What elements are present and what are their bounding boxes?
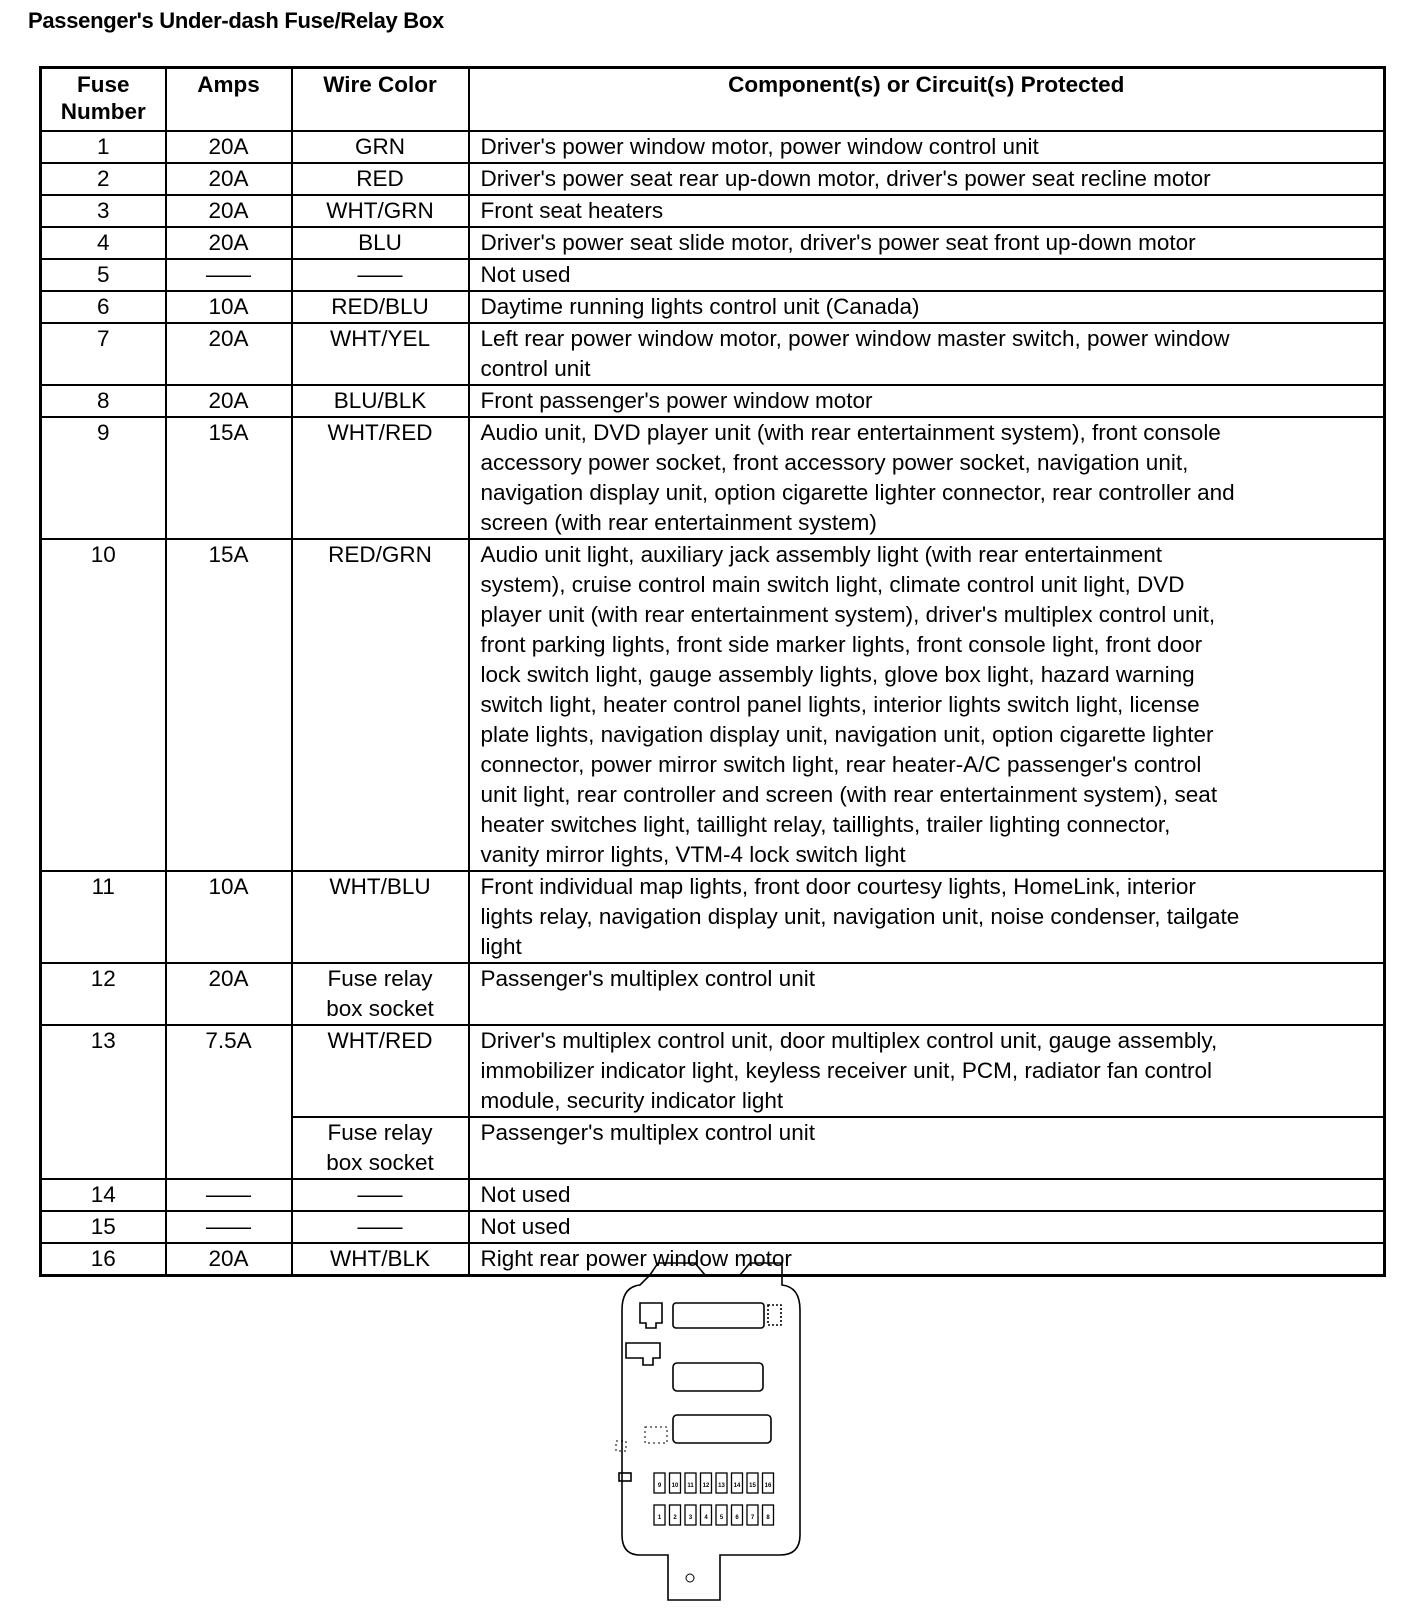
fuse-slot-label: 6 xyxy=(735,1515,739,1521)
component-description: Front passenger's power window motor xyxy=(469,385,1385,417)
fuse-number: 15 xyxy=(41,1211,166,1243)
table-row xyxy=(41,323,1385,385)
component-description: Passenger's multiplex control unit xyxy=(469,963,1385,1025)
table-row xyxy=(41,131,1385,163)
fuse-number: 9 xyxy=(41,417,166,539)
fuse-number: 13 xyxy=(41,1025,166,1179)
fuse-amps: 20A xyxy=(166,163,292,195)
fuse-slot-label: 3 xyxy=(688,1515,693,1521)
connector-socket xyxy=(673,1303,764,1328)
component-description: Front individual map lights, front door courtesy lights, HomeLink, interior lights relay, navigation display unit, navigation unit, noise condenser, tailgate light xyxy=(469,871,1385,963)
fuse-number: 7 xyxy=(41,323,166,385)
fuse-amps: 20A xyxy=(166,385,292,417)
fuse-number: 4 xyxy=(41,227,166,259)
component-description: Left rear power window motor, power window master switch, power window control unit xyxy=(469,323,1385,385)
relay-socket xyxy=(640,1303,662,1328)
fuse-slot-label: 7 xyxy=(750,1515,755,1521)
fuse-number: 10 xyxy=(41,539,166,871)
fuse-slot-label: 14 xyxy=(733,1483,741,1489)
wire-color: WHT/RED xyxy=(292,417,469,539)
relay-socket xyxy=(626,1343,660,1365)
table-row xyxy=(41,539,1385,871)
fuse-amps: 20A xyxy=(166,1243,292,1276)
table-row xyxy=(41,259,1385,291)
fuse-number: 16 xyxy=(41,1243,166,1276)
fuse-slot-label: 9 xyxy=(657,1483,662,1489)
fuse-slot-label: 1 xyxy=(657,1515,662,1521)
page-title: Passenger's Under-dash Fuse/Relay Box xyxy=(28,8,444,33)
fuse-slot-label: 15 xyxy=(749,1483,756,1489)
wire-color: RED/GRN xyxy=(292,539,469,871)
fuse-box-outline xyxy=(622,1263,800,1600)
fuse-slot-label: 10 xyxy=(671,1483,679,1489)
component-description: Driver's power window motor, power window control unit xyxy=(469,131,1385,163)
table-row xyxy=(41,385,1385,417)
wire-color: Fuse relay box socket xyxy=(292,963,469,1025)
header-wire-color: Wire Color xyxy=(292,68,469,132)
component-description: Passenger's multiplex control unit xyxy=(469,1117,1385,1179)
wire-color: —— xyxy=(292,259,469,291)
fuse-amps: 20A xyxy=(166,963,292,1025)
component-description: Daytime running lights control unit (Canada) xyxy=(469,291,1385,323)
small-fuse-slot xyxy=(619,1473,631,1481)
wire-color: RED/BLU xyxy=(292,291,469,323)
wire-color: GRN xyxy=(292,131,469,163)
table-row xyxy=(41,1211,1385,1243)
fuse-slot-label: 13 xyxy=(718,1483,725,1489)
fuse-amps: 20A xyxy=(166,131,292,163)
fuse-number: 5 xyxy=(41,259,166,291)
table-row xyxy=(41,195,1385,227)
fuse-box-diagram xyxy=(600,1255,820,1605)
component-description: Not used xyxy=(469,1179,1385,1211)
fuse-slot-label: 8 xyxy=(766,1515,770,1521)
table-row xyxy=(41,1025,1385,1117)
component-description: Driver's power seat slide motor, driver's power seat front up-down motor xyxy=(469,227,1385,259)
fuse-number: 2 xyxy=(41,163,166,195)
mounting-hole-icon xyxy=(686,1574,694,1582)
wire-color: RED xyxy=(292,163,469,195)
wire-color: BLU xyxy=(292,227,469,259)
table-row xyxy=(41,163,1385,195)
table-row xyxy=(41,227,1385,259)
fuse-slot-label: 4 xyxy=(704,1515,708,1521)
wire-color: BLU/BLK xyxy=(292,385,469,417)
component-description: Not used xyxy=(469,259,1385,291)
fuse-amps: 20A xyxy=(166,227,292,259)
table-row xyxy=(41,417,1385,539)
fuse-number: 1 xyxy=(41,131,166,163)
table-header-row xyxy=(41,68,1385,132)
wire-color: WHT/GRN xyxy=(292,195,469,227)
fuse-slot-label: 16 xyxy=(764,1483,772,1489)
fuse-number: 3 xyxy=(41,195,166,227)
fuse-amps: 15A xyxy=(166,539,292,871)
fuse-number: 6 xyxy=(41,291,166,323)
connector-socket xyxy=(673,1415,771,1443)
wire-color: Fuse relay box socket xyxy=(292,1117,469,1179)
component-description: Right rear power window motor xyxy=(469,1243,1385,1276)
wire-color: —— xyxy=(292,1211,469,1243)
fuse-amps: 10A xyxy=(166,291,292,323)
component-description: Not used xyxy=(469,1211,1385,1243)
fuse-amps: 15A xyxy=(166,417,292,539)
component-description: Front seat heaters xyxy=(469,195,1385,227)
fuse-amps: —— xyxy=(166,1211,292,1243)
fuse-amps: —— xyxy=(166,259,292,291)
table-row xyxy=(41,291,1385,323)
fuse-slot-label: 12 xyxy=(702,1483,710,1489)
fuse-table xyxy=(39,66,1386,1277)
table-row xyxy=(41,963,1385,1025)
fuse-slot-label: 11 xyxy=(687,1483,694,1489)
wire-color: WHT/BLK xyxy=(292,1243,469,1276)
header-component: Component(s) or Circuit(s) Protected xyxy=(469,68,1385,132)
connector-socket xyxy=(768,1305,781,1325)
wire-color: WHT/BLU xyxy=(292,871,469,963)
wire-color: WHT/YEL xyxy=(292,323,469,385)
fuse-amps: 20A xyxy=(166,195,292,227)
component-description: Audio unit light, auxiliary jack assembly light (with rear entertainment system), cruise control main switch light, climate control unit light, DVD player unit (with rear entertainment system), driver's multiplex control unit, front parking lights, front side marker lights, front console light, front door lock switch light, gauge assembly lights, glove box light, hazard warning switch light, heater control panel lights, interior lights switch light, license plate lights, navigation display unit, navigation unit, option cigarette lighter connector, power mirror switch light, rear heater-A/C passenger's control unit light, rear controller and screen (with rear entertainment system), seat heater switches light, taillight relay, taillights, trailer lighting connector, vanity mirror lights, VTM-4 lock switch light xyxy=(469,539,1385,871)
fuse-amps: 20A xyxy=(166,323,292,385)
header-amps: Amps xyxy=(166,68,292,132)
header-fuse-number: Fuse Number xyxy=(41,68,166,132)
component-description: Audio unit, DVD player unit (with rear entertainment system), front console accessory power socket, front accessory power socket, navigation unit, navigation display unit, option cigarette lighter connector, rear controller and screen (with rear entertainment system) xyxy=(469,417,1385,539)
component-description: Driver's power seat rear up-down motor, driver's power seat recline motor xyxy=(469,163,1385,195)
fuse-amps: —— xyxy=(166,1179,292,1211)
connector-socket xyxy=(673,1363,763,1391)
fuse-slot-label: 5 xyxy=(719,1515,724,1521)
wire-color: WHT/RED xyxy=(292,1025,469,1117)
fuse-number: 11 xyxy=(41,871,166,963)
table-row xyxy=(41,871,1385,963)
fuse-number: 12 xyxy=(41,963,166,1025)
fuse-slot-label: 2 xyxy=(673,1515,677,1521)
component-description: Driver's multiplex control unit, door multiplex control unit, gauge assembly, immobilizer indicator light, keyless receiver unit, PCM, radiator fan control module, security indicator light xyxy=(469,1025,1385,1117)
fuse-amps: 10A xyxy=(166,871,292,963)
fuse-amps: 7.5A xyxy=(166,1025,292,1179)
fuse-number: 8 xyxy=(41,385,166,417)
table-row xyxy=(41,1179,1385,1211)
fuse-number: 14 xyxy=(41,1179,166,1211)
wire-color: —— xyxy=(292,1179,469,1211)
